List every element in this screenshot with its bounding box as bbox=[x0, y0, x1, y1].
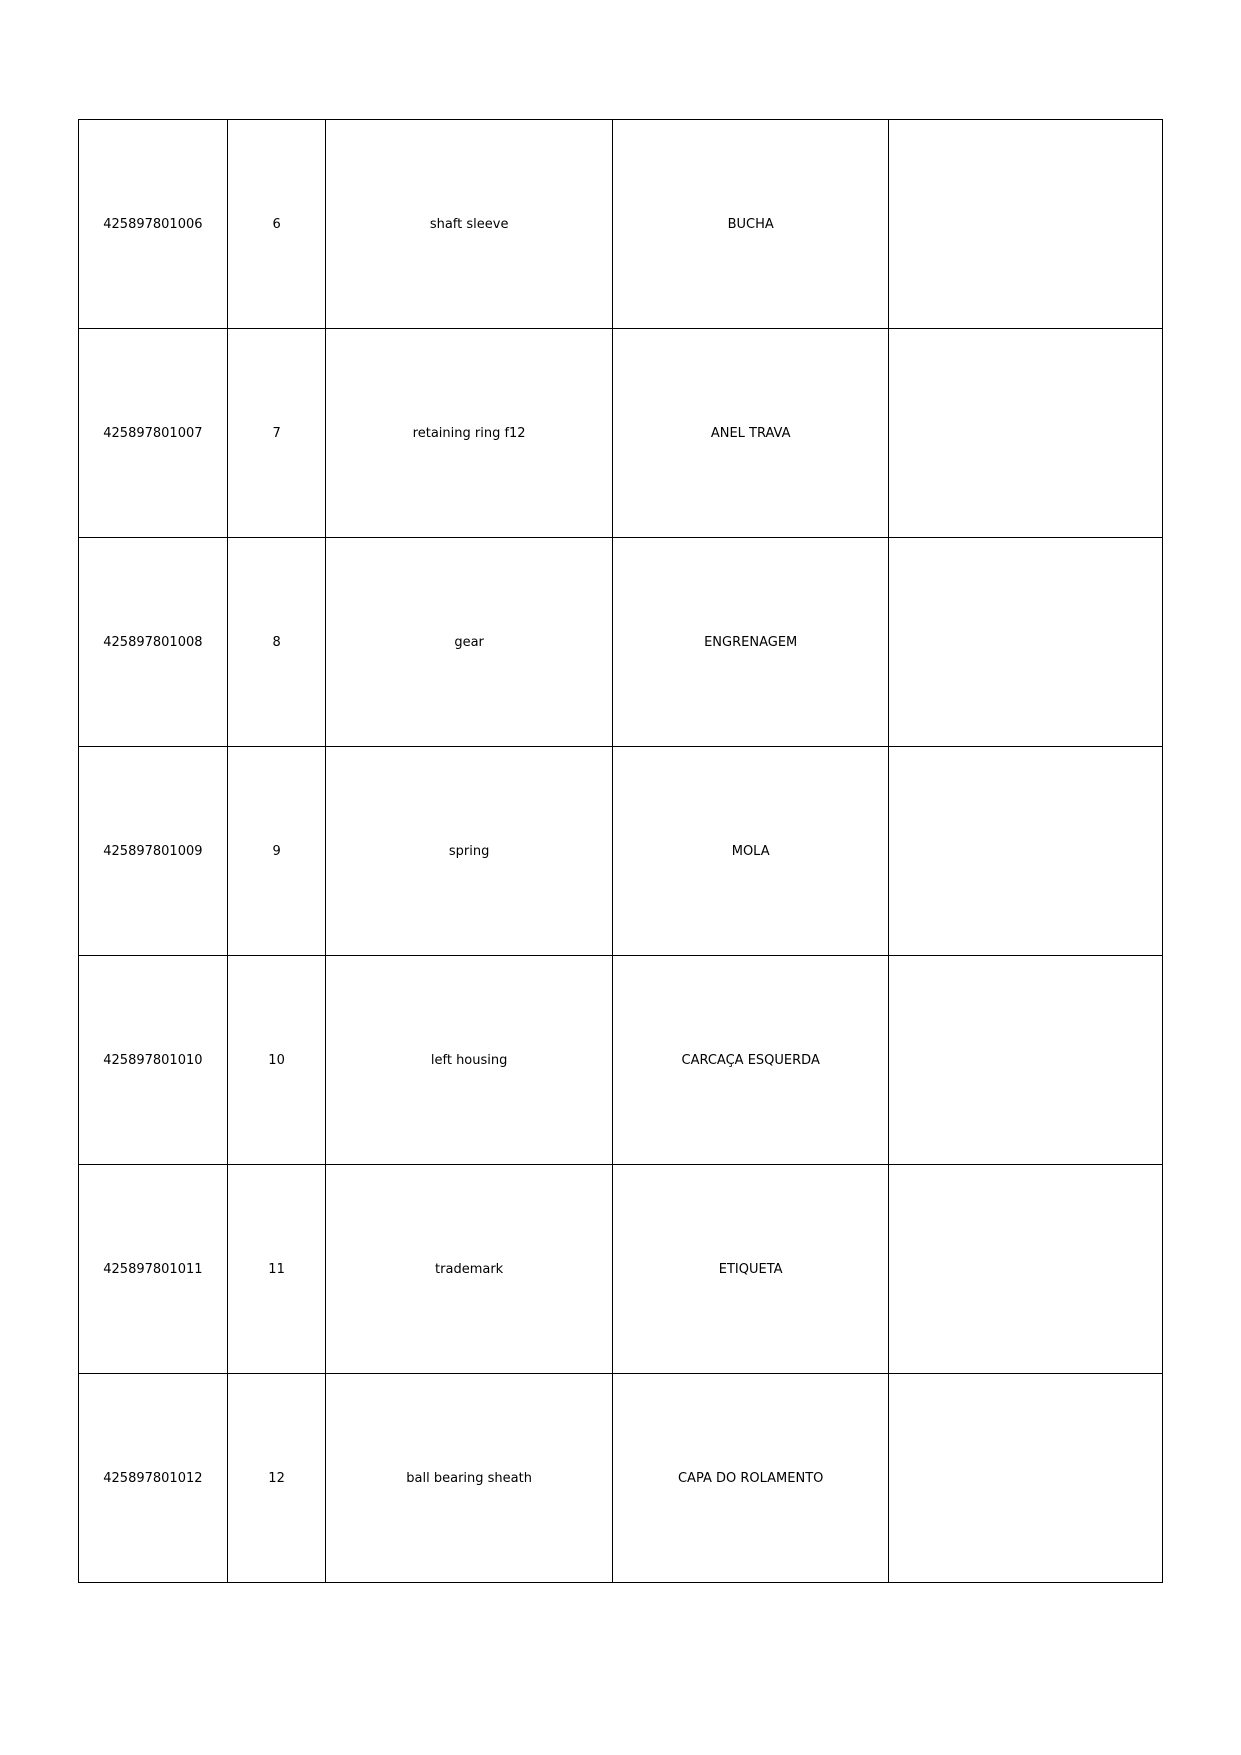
item-number-cell: 11 bbox=[227, 1165, 326, 1374]
description-en-cell: trademark bbox=[326, 1165, 613, 1374]
notes-cell bbox=[889, 538, 1163, 747]
description-en-cell: left housing bbox=[326, 956, 613, 1165]
part-code-cell: 425897801010 bbox=[79, 956, 228, 1165]
part-code-cell: 425897801008 bbox=[79, 538, 228, 747]
notes-cell bbox=[889, 956, 1163, 1165]
item-number-cell: 9 bbox=[227, 747, 326, 956]
notes-cell bbox=[889, 329, 1163, 538]
part-code-cell: 425897801011 bbox=[79, 1165, 228, 1374]
parts-table bbox=[78, 119, 1163, 1583]
item-number-cell: 10 bbox=[227, 956, 326, 1165]
description-en-cell: gear bbox=[326, 538, 613, 747]
description-en-cell: retaining ring f12 bbox=[326, 329, 613, 538]
table-row bbox=[79, 956, 1163, 1165]
item-number-cell: 6 bbox=[227, 120, 326, 329]
item-number-cell: 8 bbox=[227, 538, 326, 747]
notes-cell bbox=[889, 120, 1163, 329]
description-en-cell: spring bbox=[326, 747, 613, 956]
description-en-cell: shaft sleeve bbox=[326, 120, 613, 329]
description-pt-cell: ENGRENAGEM bbox=[612, 538, 889, 747]
table-row bbox=[79, 120, 1163, 329]
description-pt-cell: MOLA bbox=[612, 747, 889, 956]
table-row bbox=[79, 538, 1163, 747]
part-code-cell: 425897801006 bbox=[79, 120, 228, 329]
part-code-cell: 425897801009 bbox=[79, 747, 228, 956]
description-pt-cell: ANEL TRAVA bbox=[612, 329, 889, 538]
table-row bbox=[79, 1165, 1163, 1374]
item-number-cell: 7 bbox=[227, 329, 326, 538]
table-row bbox=[79, 1374, 1163, 1583]
table-row bbox=[79, 747, 1163, 956]
description-en-cell: ball bearing sheath bbox=[326, 1374, 613, 1583]
notes-cell bbox=[889, 1165, 1163, 1374]
notes-cell bbox=[889, 1374, 1163, 1583]
table-row bbox=[79, 329, 1163, 538]
item-number-cell: 12 bbox=[227, 1374, 326, 1583]
part-code-cell: 425897801012 bbox=[79, 1374, 228, 1583]
part-code-cell: 425897801007 bbox=[79, 329, 228, 538]
description-pt-cell: ETIQUETA bbox=[612, 1165, 889, 1374]
description-pt-cell: BUCHA bbox=[612, 120, 889, 329]
description-pt-cell: CARCAÇA ESQUERDA bbox=[612, 956, 889, 1165]
notes-cell bbox=[889, 747, 1163, 956]
description-pt-cell: CAPA DO ROLAMENTO bbox=[612, 1374, 889, 1583]
